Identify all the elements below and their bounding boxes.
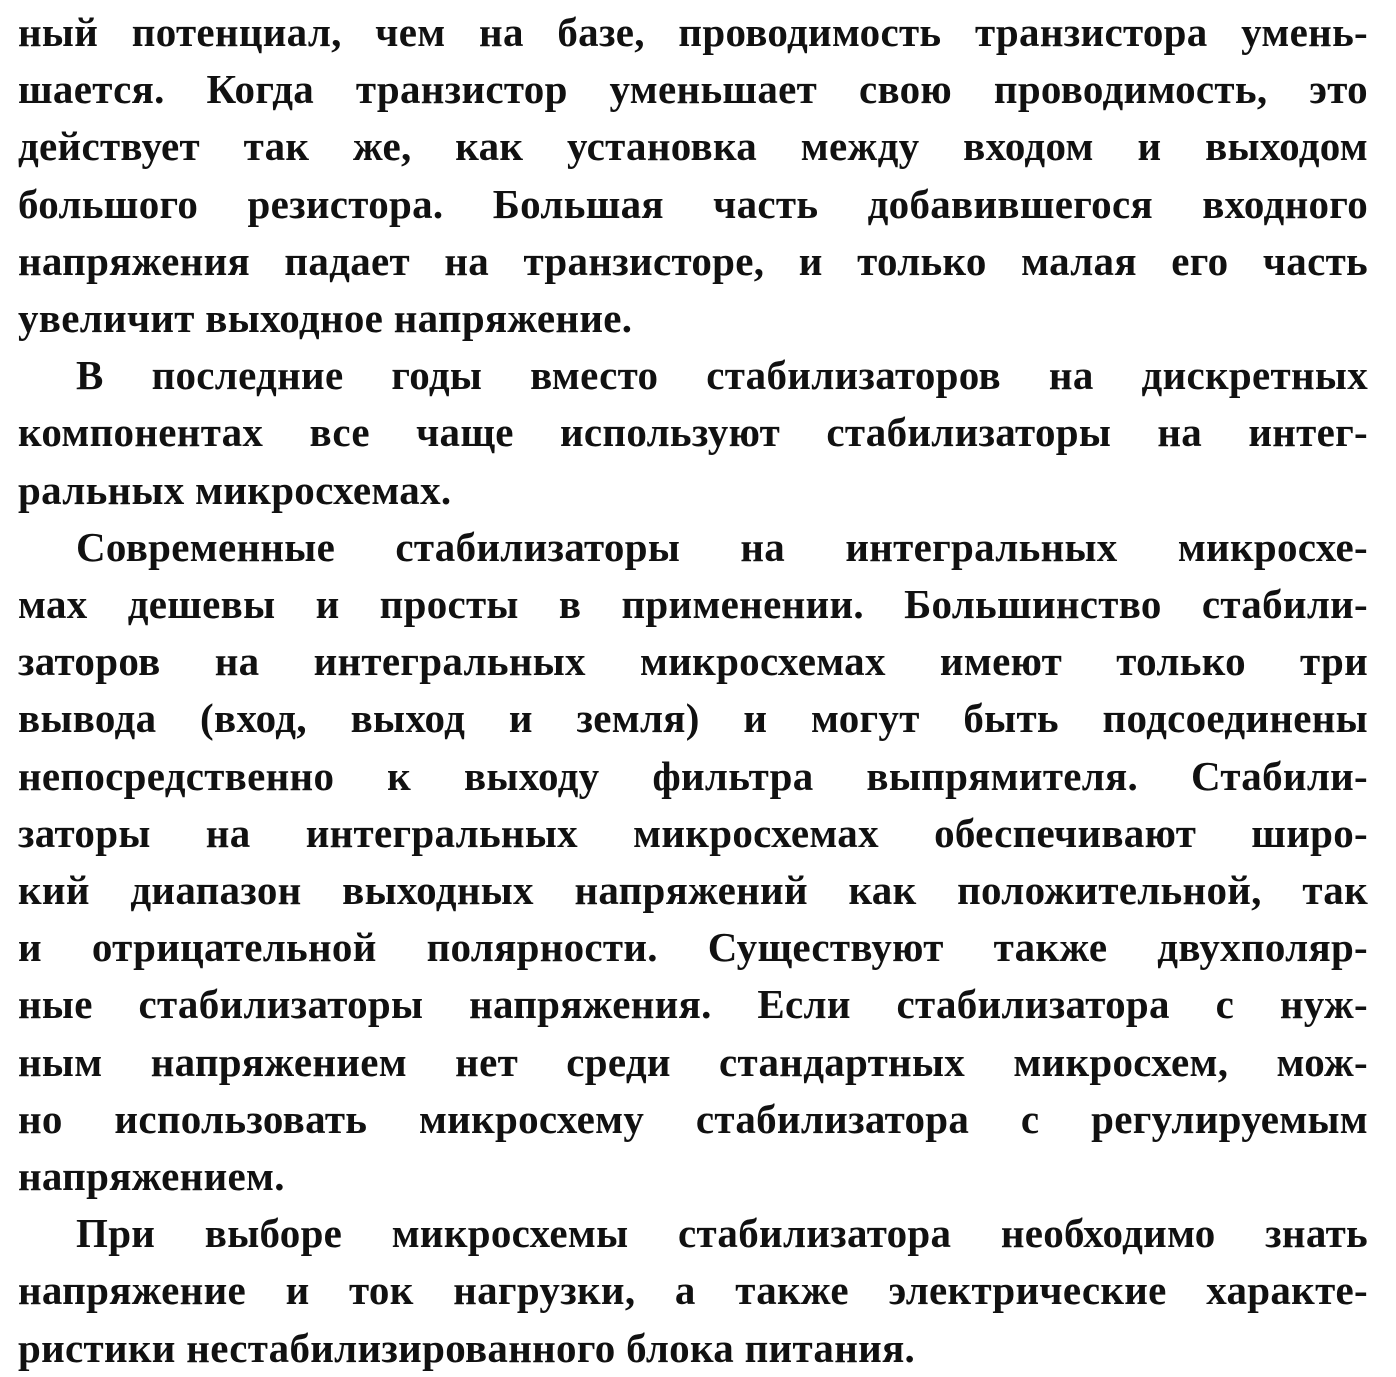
- text-line: шается. Когда транзистор уменьшает свою проводимость, это: [18, 66, 1368, 113]
- text-line: ным напряжением нет среди стандартных микросхем, мож-: [18, 1038, 1368, 1085]
- text-line: заторы на интегральных микросхемах обеспечивают широ-: [18, 809, 1368, 856]
- text-line: и отрицательной полярности. Существуют также двухполяр-: [18, 924, 1368, 971]
- text-line: действует так же, как установка между входом и выходом: [18, 123, 1368, 170]
- text-line: непосредственно к выходу фильтра выпрямителя. Стабили-: [18, 752, 1368, 799]
- text-line: напряжение и ток нагрузки, а также электрические характе-: [18, 1267, 1368, 1314]
- text-line: заторов на интегральных микросхемах имеют только три: [18, 638, 1368, 685]
- text-line: ный потенциал, чем на базе, проводимость транзистора умень-: [18, 9, 1368, 55]
- text-line: В последние годы вместо стабилизаторов на дискретных: [76, 352, 1368, 399]
- text-line: ральных микросхемах.: [18, 466, 452, 513]
- text-line: напряжением.: [18, 1153, 285, 1200]
- paragraph-3: [18, 519, 1368, 1205]
- paragraph-4: [18, 1205, 1368, 1377]
- document-page: [18, 4, 1368, 1377]
- text-line: ные стабилизаторы напряжения. Если стабилизатора с нуж-: [18, 981, 1368, 1028]
- text-line: При выборе микросхемы стабилизатора необходимо знать: [76, 1210, 1368, 1257]
- text-line: мах дешевы и просты в применении. Большинство стабили-: [18, 581, 1368, 628]
- text-line: кий диапазон выходных напряжений как положительной, так: [18, 867, 1368, 914]
- text-line: Современные стабилизаторы на интегральных микросхе-: [76, 523, 1368, 570]
- paragraph-2: [18, 347, 1368, 519]
- text-line: увеличит выходное напряжение.: [18, 295, 633, 342]
- text-line: вывода (вход, выход и земля) и могут быть подсоединены: [18, 695, 1368, 742]
- text-line: но использовать микросхему стабилизатора с регулируемым: [18, 1095, 1368, 1142]
- text-line: напряжения падает на транзисторе, и только малая его часть: [18, 237, 1368, 284]
- paragraph-1: [18, 4, 1368, 347]
- text-line: компонентах все чаще используют стабилизаторы на интег-: [18, 409, 1368, 456]
- text-line: ристики нестабилизированного блока питания.: [18, 1324, 916, 1371]
- text-line: большого резистора. Большая часть добавившегося входного: [18, 180, 1368, 227]
